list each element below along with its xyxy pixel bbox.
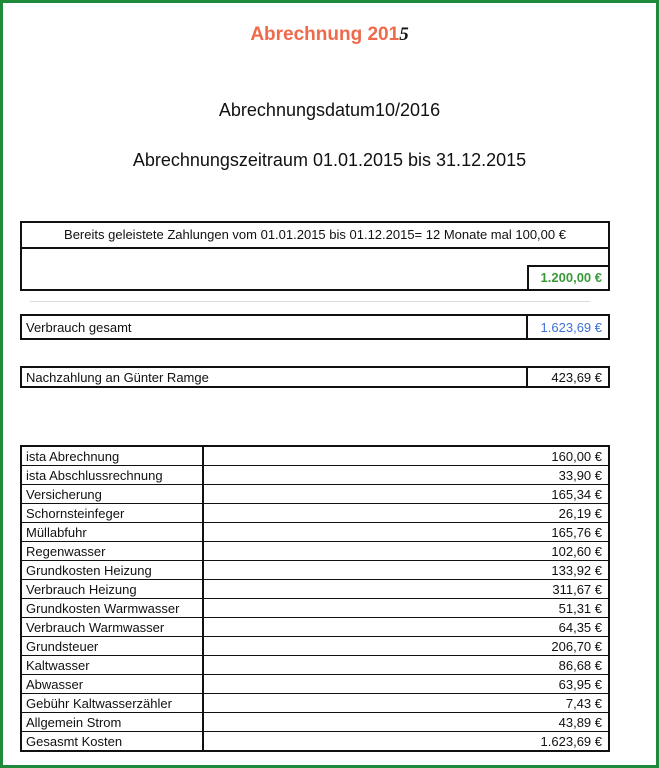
- ledger-label: Grundkosten Heizung: [21, 561, 203, 580]
- ledger-value: 64,35 €: [203, 618, 609, 637]
- table-row: [21, 713, 609, 732]
- ledger-value: 7,43 €: [203, 694, 609, 713]
- ledger-label: Kaltwasser: [21, 656, 203, 675]
- table-row: [21, 637, 609, 656]
- ledger-label: Grundkosten Warmwasser: [21, 599, 203, 618]
- scan-artifact-line: [30, 301, 590, 302]
- ledger-label: Versicherung: [21, 485, 203, 504]
- payments-heading: Bereits geleistete Zahlungen vom 01.01.2015 bis 01.12.2015= 12 Monate mal 100,00 €: [22, 223, 608, 249]
- table-row: [21, 446, 609, 466]
- ledger-total-row: [21, 732, 609, 752]
- consumption-label: Verbrauch gesamt: [26, 320, 132, 335]
- billing-period: Abrechnungszeitraum 01.01.2015 bis 31.12.2015: [132, 150, 527, 170]
- ledger-value: 43,89 €: [203, 713, 609, 732]
- ledger-label: Allgemein Strom: [21, 713, 203, 732]
- ledger-value: 206,70 €: [203, 637, 609, 656]
- ledger-label: Regenwasser: [21, 542, 203, 561]
- table-row: [21, 504, 609, 523]
- table-row: [21, 542, 609, 561]
- consumption-row: [20, 314, 610, 340]
- payment-due-row: [20, 366, 610, 388]
- ledger-label: Gebühr Kaltwasserzähler: [21, 694, 203, 713]
- ledger-label: ista Abrechnung: [21, 446, 203, 466]
- payments-total: 1.200,00 €: [527, 265, 610, 291]
- table-row: [21, 618, 609, 637]
- ledger-value: 311,67 €: [203, 580, 609, 599]
- ledger-value: 160,00 €: [203, 446, 609, 466]
- table-row: [21, 580, 609, 599]
- ledger-label: Schornsteinfeger: [21, 504, 203, 523]
- ledger-value: 133,92 €: [203, 561, 609, 580]
- ledger-value: 33,90 €: [203, 466, 609, 485]
- table-row: [21, 675, 609, 694]
- billing-date: Abrechnungsdatum10/2016: [218, 100, 441, 120]
- ledger-value: 1.623,69 €: [203, 732, 609, 752]
- payment-due-label: Nachzahlung an Günter Ramge: [26, 370, 209, 385]
- handwritten-correction: 5: [399, 24, 409, 45]
- consumption-value: 1.623,69 €: [526, 316, 608, 338]
- table-row: [21, 656, 609, 675]
- table-row: [21, 485, 609, 504]
- ledger-label: Abwasser: [21, 675, 203, 694]
- ledger-value: 102,60 €: [203, 542, 609, 561]
- ledger-value: 165,76 €: [203, 523, 609, 542]
- ledger-value: 86,68 €: [203, 656, 609, 675]
- ledger-value: 51,31 €: [203, 599, 609, 618]
- payments-box: [20, 221, 610, 291]
- ledger-label: Gesasmt Kosten: [21, 732, 203, 752]
- payment-due-value: 423,69 €: [526, 368, 608, 386]
- ledger-value: 26,19 €: [203, 504, 609, 523]
- ledger-value: 165,34 €: [203, 485, 609, 504]
- ledger-label: Müllabfuhr: [21, 523, 203, 542]
- cost-ledger-table: [20, 445, 610, 752]
- document-title: Abrechnung 2015: [250, 24, 409, 45]
- ledger-label: Grundsteuer: [21, 637, 203, 656]
- table-row: [21, 523, 609, 542]
- ledger-label: ista Abschlussrechnung: [21, 466, 203, 485]
- table-row: [21, 694, 609, 713]
- table-row: [21, 599, 609, 618]
- ledger-label: Verbrauch Warmwasser: [21, 618, 203, 637]
- ledger-label: Verbrauch Heizung: [21, 580, 203, 599]
- table-row: [21, 466, 609, 485]
- table-row: [21, 561, 609, 580]
- ledger-value: 63,95 €: [203, 675, 609, 694]
